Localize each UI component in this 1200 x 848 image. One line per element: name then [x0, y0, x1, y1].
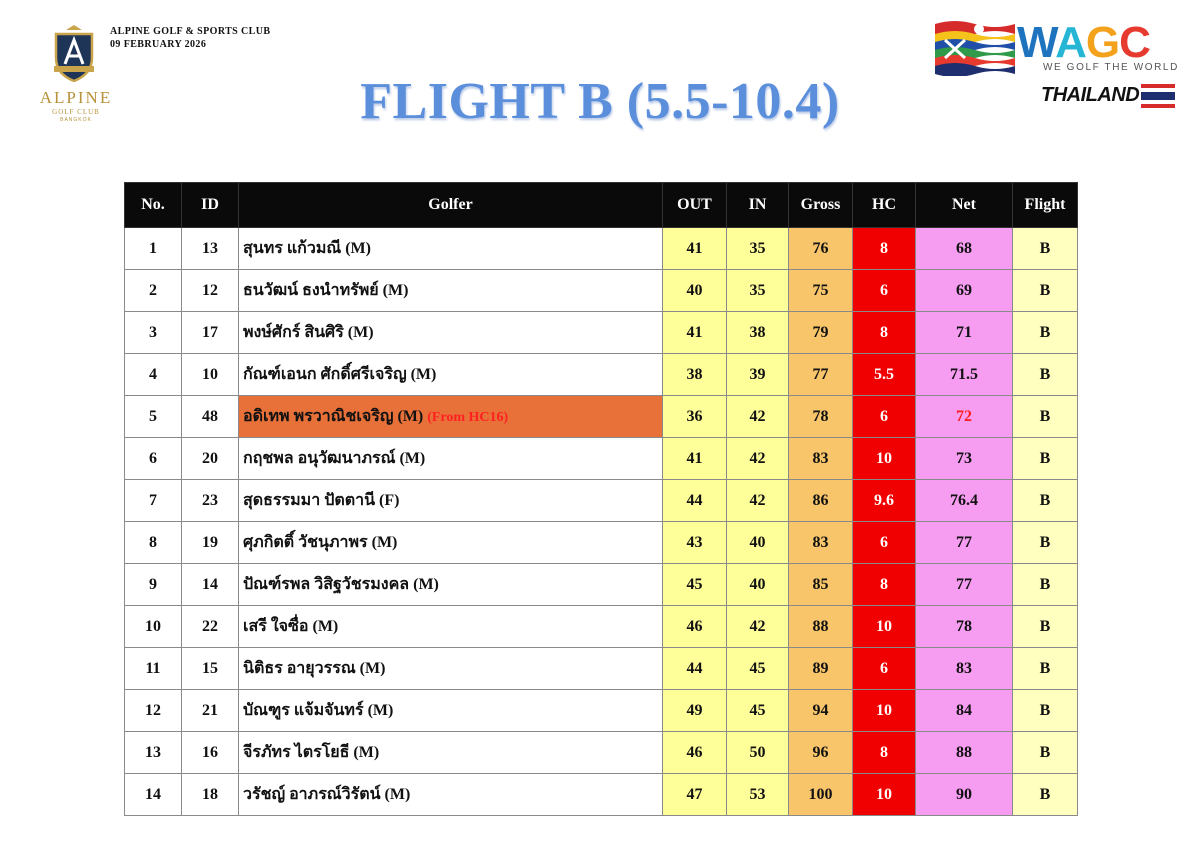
- col-flight-header: Flight: [1013, 183, 1078, 228]
- cell-net: 69: [916, 270, 1013, 312]
- cell-net: 77: [916, 564, 1013, 606]
- cell-no: 10: [125, 606, 182, 648]
- table-row: [125, 732, 1078, 774]
- cell-gross: 83: [789, 438, 853, 480]
- col-in-header: IN: [727, 183, 789, 228]
- cell-flight: B: [1013, 732, 1078, 774]
- cell-hc: 9.6: [853, 480, 916, 522]
- cell-in: 42: [727, 606, 789, 648]
- cell-golfer: [239, 690, 663, 732]
- cell-golfer: [239, 648, 663, 690]
- table-row: [125, 312, 1078, 354]
- cell-golfer: [239, 606, 663, 648]
- cell-hc: 10: [853, 606, 916, 648]
- cell-out: 36: [663, 396, 727, 438]
- cell-out: 47: [663, 774, 727, 816]
- cell-out: 46: [663, 732, 727, 774]
- cell-in: 53: [727, 774, 789, 816]
- col-out-header: OUT: [663, 183, 727, 228]
- cell-gross: 78: [789, 396, 853, 438]
- col-gross-header: Gross: [789, 183, 853, 228]
- cell-golfer: [239, 228, 663, 270]
- cell-out: 38: [663, 354, 727, 396]
- cell-flight: B: [1013, 690, 1078, 732]
- golfer-name: ปัณฑ์รพล วิสิฐวัชรมงคล (M): [243, 576, 439, 593]
- cell-golfer: [239, 270, 663, 312]
- golfer-name: สุดธรรมมา ปัตตานี (F): [243, 492, 400, 509]
- wagc-wordmark: WAGC: [1017, 18, 1150, 67]
- cell-out: 41: [663, 438, 727, 480]
- cell-hc: 10: [853, 438, 916, 480]
- cell-gross: 85: [789, 564, 853, 606]
- cell-out: 44: [663, 648, 727, 690]
- cell-id: 14: [182, 564, 239, 606]
- cell-out: 41: [663, 312, 727, 354]
- table-row: [125, 774, 1078, 816]
- cell-id: 12: [182, 270, 239, 312]
- results-table: [124, 182, 1078, 816]
- cell-id: 17: [182, 312, 239, 354]
- cell-no: 12: [125, 690, 182, 732]
- cell-no: 7: [125, 480, 182, 522]
- logo-location-text: BANGKOK: [60, 117, 92, 123]
- cell-hc: 10: [853, 690, 916, 732]
- cell-net: 72: [916, 396, 1013, 438]
- col-hc-header: HC: [853, 183, 916, 228]
- cell-flight: B: [1013, 354, 1078, 396]
- table-header-row: [125, 183, 1078, 228]
- logo-brand-text: ALPINE: [39, 88, 113, 107]
- golfer-name: เสรี ใจซื่อ (M): [243, 618, 339, 635]
- cell-id: 21: [182, 690, 239, 732]
- golfer-name: กฤชพล อนุวัฒนาภรณ์ (M): [243, 450, 426, 467]
- cell-flight: B: [1013, 438, 1078, 480]
- cell-id: 48: [182, 396, 239, 438]
- cell-flight: B: [1013, 228, 1078, 270]
- cell-in: 40: [727, 564, 789, 606]
- table-row: [125, 228, 1078, 270]
- cell-out: 49: [663, 690, 727, 732]
- cell-gross: 94: [789, 690, 853, 732]
- cell-hc: 5.5: [853, 354, 916, 396]
- cell-flight: B: [1013, 396, 1078, 438]
- table-row: [125, 606, 1078, 648]
- table-row: [125, 522, 1078, 564]
- cell-out: 45: [663, 564, 727, 606]
- cell-no: 9: [125, 564, 182, 606]
- cell-net: 76.4: [916, 480, 1013, 522]
- golfer-name: กัณฑ์เอนก ศักดิ์ศรีเจริญ (M): [243, 366, 437, 383]
- table-row: [125, 396, 1078, 438]
- cell-in: 42: [727, 480, 789, 522]
- cell-net: 73: [916, 438, 1013, 480]
- cell-hc: 6: [853, 270, 916, 312]
- cell-gross: 76: [789, 228, 853, 270]
- cell-in: 45: [727, 690, 789, 732]
- cell-in: 39: [727, 354, 789, 396]
- cell-in: 35: [727, 270, 789, 312]
- cell-net: 68: [916, 228, 1013, 270]
- cell-no: 6: [125, 438, 182, 480]
- event-date: 09 FEBRUARY 2026: [110, 39, 207, 50]
- thailand-flag-icon: [1141, 84, 1175, 108]
- cell-flight: B: [1013, 270, 1078, 312]
- cell-gross: 100: [789, 774, 853, 816]
- handicap-note: (From HC16): [427, 410, 509, 425]
- golfer-name: ศุภกิตติ์ วัชนุภาพร (M): [243, 534, 398, 551]
- cell-no: 13: [125, 732, 182, 774]
- cell-net: 84: [916, 690, 1013, 732]
- cell-golfer: [239, 312, 663, 354]
- golfer-name: พงษ์ศักร์ สินศิริ (M): [243, 324, 374, 341]
- cell-in: 45: [727, 648, 789, 690]
- cell-hc: 6: [853, 648, 916, 690]
- cell-id: 16: [182, 732, 239, 774]
- cell-no: 5: [125, 396, 182, 438]
- col-golfer-header: Golfer: [239, 183, 663, 228]
- cell-golfer: [239, 774, 663, 816]
- cell-hc: 6: [853, 396, 916, 438]
- cell-flight: B: [1013, 522, 1078, 564]
- table-row: [125, 690, 1078, 732]
- cell-flight: B: [1013, 606, 1078, 648]
- cell-out: 46: [663, 606, 727, 648]
- golfer-name: จีรภัทร ไตรโยธี (M): [243, 744, 380, 761]
- cell-out: 41: [663, 228, 727, 270]
- cell-no: 11: [125, 648, 182, 690]
- table-row: [125, 648, 1078, 690]
- cell-in: 42: [727, 396, 789, 438]
- cell-id: 22: [182, 606, 239, 648]
- wagc-logo: [935, 18, 1180, 113]
- cell-net: 83: [916, 648, 1013, 690]
- table-row: [125, 438, 1078, 480]
- cell-gross: 86: [789, 480, 853, 522]
- cell-hc: 6: [853, 522, 916, 564]
- cell-id: 10: [182, 354, 239, 396]
- col-no-header: No.: [125, 183, 182, 228]
- cell-flight: B: [1013, 480, 1078, 522]
- cell-golfer: [239, 438, 663, 480]
- cell-in: 42: [727, 438, 789, 480]
- cell-gross: 96: [789, 732, 853, 774]
- cell-gross: 88: [789, 606, 853, 648]
- cell-flight: B: [1013, 774, 1078, 816]
- col-id-header: ID: [182, 183, 239, 228]
- cell-flight: B: [1013, 564, 1078, 606]
- cell-golfer: [239, 522, 663, 564]
- cell-out: 44: [663, 480, 727, 522]
- cell-golfer: [239, 354, 663, 396]
- cell-net: 88: [916, 732, 1013, 774]
- cell-in: 35: [727, 228, 789, 270]
- cell-out: 40: [663, 270, 727, 312]
- golfer-name: อดิเทพ พรวาณิชเจริญ (M): [243, 408, 424, 425]
- cell-flight: B: [1013, 312, 1078, 354]
- cell-id: 13: [182, 228, 239, 270]
- cell-in: 50: [727, 732, 789, 774]
- cell-no: 8: [125, 522, 182, 564]
- country-label: THAILAND: [1041, 84, 1140, 106]
- golfer-name: บัณฑูร แจ้มจันทร์ (M): [243, 702, 394, 719]
- cell-no: 1: [125, 228, 182, 270]
- table-row: [125, 564, 1078, 606]
- golfer-name: นิติธร อายุวรรณ (M): [243, 660, 386, 677]
- cell-id: 15: [182, 648, 239, 690]
- cell-gross: 75: [789, 270, 853, 312]
- cell-id: 20: [182, 438, 239, 480]
- cell-golfer: [239, 732, 663, 774]
- wagc-tagline: WE GOLF THE WORLD: [1043, 62, 1179, 73]
- cell-net: 90: [916, 774, 1013, 816]
- cell-hc: 8: [853, 564, 916, 606]
- flags-collage-icon: [935, 18, 1015, 76]
- logo-sub-text: GOLF CLUB: [52, 108, 100, 116]
- cell-gross: 83: [789, 522, 853, 564]
- cell-hc: 8: [853, 228, 916, 270]
- cell-gross: 79: [789, 312, 853, 354]
- club-info: [110, 25, 270, 51]
- cell-gross: 77: [789, 354, 853, 396]
- cell-no: 2: [125, 270, 182, 312]
- col-net-header: Net: [916, 183, 1013, 228]
- cell-flight: B: [1013, 648, 1078, 690]
- cell-id: 23: [182, 480, 239, 522]
- table-row: [125, 354, 1078, 396]
- cell-hc: 8: [853, 312, 916, 354]
- cell-net: 77: [916, 522, 1013, 564]
- cell-in: 38: [727, 312, 789, 354]
- cell-net: 78: [916, 606, 1013, 648]
- cell-net: 71.5: [916, 354, 1013, 396]
- cell-id: 18: [182, 774, 239, 816]
- cell-gross: 89: [789, 648, 853, 690]
- table-row: [125, 480, 1078, 522]
- cell-out: 43: [663, 522, 727, 564]
- cell-golfer: [239, 564, 663, 606]
- club-name: ALPINE GOLF & SPORTS CLUB: [110, 26, 271, 37]
- golfer-name: วรัชญ์ อาภรณ์วิรัตน์ (M): [243, 786, 411, 803]
- cell-golfer: [239, 480, 663, 522]
- cell-golfer: [239, 396, 663, 438]
- golfer-name: ธนวัฒน์ ธงนำทรัพย์ (M): [243, 282, 409, 299]
- cell-no: 3: [125, 312, 182, 354]
- cell-hc: 8: [853, 732, 916, 774]
- cell-hc: 10: [853, 774, 916, 816]
- cell-no: 14: [125, 774, 182, 816]
- cell-net: 71: [916, 312, 1013, 354]
- table-row: [125, 270, 1078, 312]
- cell-id: 19: [182, 522, 239, 564]
- cell-in: 40: [727, 522, 789, 564]
- page-title: FLIGHT B (5.5-10.4): [360, 73, 840, 130]
- table-body: [125, 228, 1078, 816]
- golfer-name: สุนทร แก้วมณี (M): [243, 240, 371, 257]
- cell-no: 4: [125, 354, 182, 396]
